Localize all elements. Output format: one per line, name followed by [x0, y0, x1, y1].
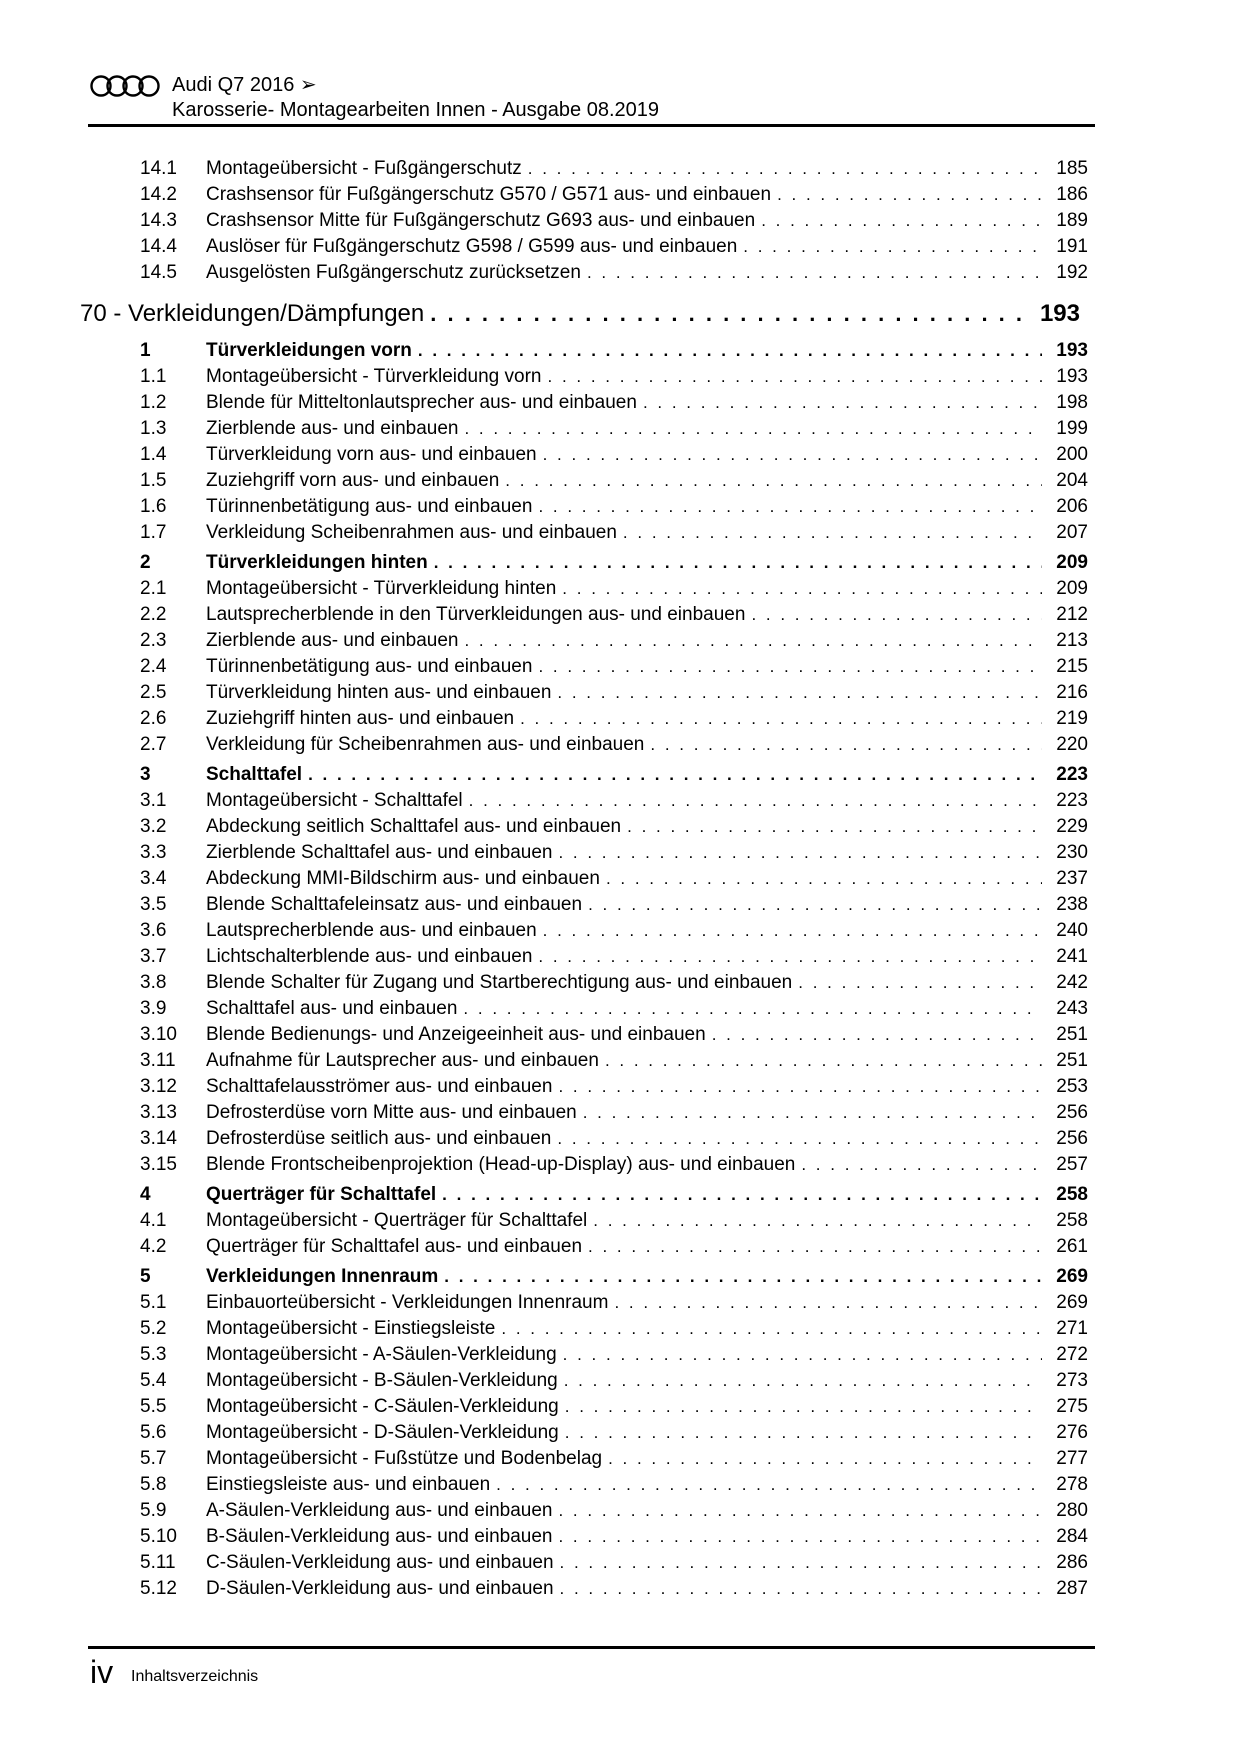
- toc-entry-number: 3.14: [140, 1128, 177, 1149]
- toc-entry-number: 1.6: [140, 496, 167, 517]
- toc-entry[interactable]: [88, 236, 1088, 260]
- dot-leader: [520, 709, 1042, 729]
- dot-leader: [558, 1077, 1042, 1097]
- toc-entry-number: 4.2: [140, 1236, 167, 1257]
- toc-entry-number: 1.7: [140, 522, 167, 543]
- audi-rings-logo-icon: [90, 74, 162, 98]
- dot-leader: [528, 159, 1042, 179]
- dot-leader: [564, 1371, 1042, 1391]
- toc-entry-title[interactable]: Zierblende aus- und einbauen: [206, 630, 459, 651]
- toc-entry[interactable]: [88, 1154, 1088, 1178]
- dot-leader: [712, 1025, 1042, 1045]
- toc-entry-page[interactable]: 192: [1056, 262, 1088, 283]
- toc-entry-title[interactable]: Zuziehgriff hinten aus- und einbauen: [206, 708, 515, 729]
- toc-entry[interactable]: [88, 1102, 1088, 1126]
- toc-entry-title[interactable]: Montageübersicht - Schalttafel: [206, 790, 463, 811]
- dot-leader: [464, 631, 1042, 651]
- toc-entry[interactable]: [88, 630, 1088, 654]
- toc-entry-page[interactable]: 193: [1056, 340, 1088, 361]
- toc-entry-number: 2.1: [140, 578, 167, 599]
- toc-entry-title[interactable]: D-Säulen-Verkleidung aus- und einbauen: [206, 1578, 554, 1599]
- toc-entry-page[interactable]: 215: [1056, 656, 1088, 677]
- toc-entry-page[interactable]: 269: [1056, 1266, 1088, 1287]
- toc-entry[interactable]: [88, 1422, 1088, 1446]
- toc-entry-page[interactable]: 238: [1056, 894, 1088, 915]
- toc-entry-page[interactable]: 186: [1056, 184, 1088, 205]
- toc-entry-page[interactable]: 209: [1056, 552, 1088, 573]
- toc-entry-title[interactable]: Montageübersicht - Türverkleidung vorn: [206, 366, 542, 387]
- header-divider: [88, 124, 1095, 127]
- toc-entry[interactable]: [88, 816, 1088, 840]
- footer-page-number: iv: [90, 1654, 114, 1690]
- toc-entry-page[interactable]: 220: [1056, 734, 1088, 755]
- toc-entry-number: 2.3: [140, 630, 167, 651]
- toc-entry-number: 2.5: [140, 682, 167, 703]
- toc-entry-title[interactable]: Montageübersicht - Einstiegsleiste: [206, 1318, 496, 1339]
- toc-entry-number: 1.1: [140, 366, 167, 387]
- toc-entry-number: 5.8: [140, 1474, 167, 1495]
- toc-entry-number: 1.2: [140, 392, 167, 413]
- toc-entry-page[interactable]: 207: [1056, 522, 1088, 543]
- toc-entry[interactable]: [88, 894, 1088, 918]
- toc-entry[interactable]: [88, 158, 1088, 182]
- toc-entry-page[interactable]: 276: [1056, 1422, 1088, 1443]
- toc-entry-page[interactable]: 277: [1056, 1448, 1088, 1469]
- dot-leader: [469, 791, 1042, 811]
- toc-entry-title[interactable]: B-Säulen-Verkleidung aus- und einbauen: [206, 1526, 553, 1547]
- toc-entry-page[interactable]: 191: [1056, 236, 1088, 257]
- toc-entry-page[interactable]: 257: [1056, 1154, 1088, 1175]
- dot-leader: [505, 471, 1042, 491]
- toc-entry-title[interactable]: Querträger für Schalttafel aus- und einbauen: [206, 1236, 583, 1257]
- dot-leader: [558, 843, 1042, 863]
- toc-entry-number: 2: [140, 552, 151, 573]
- dot-leader: [583, 1103, 1042, 1123]
- dot-leader: [627, 817, 1042, 837]
- toc-section-entry[interactable]: [88, 1184, 1088, 1208]
- toc-entry-page[interactable]: 256: [1056, 1128, 1088, 1149]
- dot-leader: [614, 1293, 1042, 1313]
- dot-leader: [643, 393, 1042, 413]
- toc-entry-number: 3.15: [140, 1154, 177, 1175]
- toc-entry-page[interactable]: 229: [1056, 816, 1088, 837]
- toc-entry-page[interactable]: 258: [1056, 1210, 1088, 1231]
- toc-entry[interactable]: [88, 790, 1088, 814]
- toc-entry[interactable]: [88, 470, 1088, 494]
- dot-leader: [623, 523, 1042, 543]
- toc-entry-page[interactable]: 193: [1056, 366, 1088, 387]
- toc-entry-title[interactable]: Abdeckung MMI-Bildschirm aus- und einbauen: [206, 868, 600, 889]
- toc-entry-title[interactable]: Montageübersicht - C-Säulen-Verkleidung: [206, 1396, 559, 1417]
- toc-entry-page[interactable]: 240: [1056, 920, 1088, 941]
- toc-entry-page[interactable]: 251: [1056, 1024, 1088, 1045]
- toc-entry-title[interactable]: Schalttafelausströmer aus- und einbauen: [206, 1076, 553, 1097]
- toc-entry-title[interactable]: Schalttafel aus- und einbauen: [206, 998, 458, 1019]
- toc-entry-number: 4: [140, 1184, 151, 1205]
- toc-entry[interactable]: [88, 1076, 1088, 1100]
- toc-entry-title[interactable]: Türinnenbetätigung aus- und einbauen: [206, 496, 533, 517]
- toc-entry-number: 1: [140, 340, 151, 361]
- toc-entry-title[interactable]: Zierblende aus- und einbauen: [206, 418, 459, 439]
- toc-entry-title[interactable]: Montageübersicht - Fußgängerschutz: [206, 158, 522, 179]
- toc-entry-page[interactable]: 243: [1056, 998, 1088, 1019]
- toc-entry-title[interactable]: Einstiegsleiste aus- und einbauen: [206, 1474, 491, 1495]
- toc-chapter-entry[interactable]: [80, 300, 1080, 330]
- toc-entry-page[interactable]: 284: [1056, 1526, 1088, 1547]
- toc-entry-number: 2.7: [140, 734, 167, 755]
- toc-entry[interactable]: [88, 262, 1088, 286]
- toc-entry[interactable]: [88, 1474, 1088, 1498]
- toc-entry[interactable]: [88, 392, 1088, 416]
- toc-entry-page[interactable]: 251: [1056, 1050, 1088, 1071]
- toc-entry[interactable]: [88, 1050, 1088, 1074]
- toc-entry-title[interactable]: Zierblende Schalttafel aus- und einbauen: [206, 842, 553, 863]
- toc-entry-page[interactable]: 219: [1056, 708, 1088, 729]
- toc-entry-title[interactable]: Defrosterdüse vorn Mitte aus- und einbauen: [206, 1102, 577, 1123]
- dot-leader: [558, 1527, 1042, 1547]
- toc-section-entry[interactable]: [88, 340, 1088, 364]
- toc-entry-page[interactable]: 275: [1056, 1396, 1088, 1417]
- toc-entry[interactable]: [88, 1292, 1088, 1316]
- toc-entry-number: 5.10: [140, 1526, 177, 1547]
- dot-leader: [442, 1185, 1042, 1205]
- dot-leader: [557, 1129, 1042, 1149]
- toc-entry-number: 1.5: [140, 470, 167, 491]
- toc-entry-title[interactable]: Montageübersicht - Türverkleidung hinten: [206, 578, 557, 599]
- toc-entry[interactable]: [88, 842, 1088, 866]
- dot-leader: [563, 1345, 1042, 1365]
- toc-entry-title[interactable]: Lautsprecherblende in den Türverkleidungen aus- und einbauen: [206, 604, 746, 625]
- toc-entry-title[interactable]: Zuziehgriff vorn aus- und einbauen: [206, 470, 500, 491]
- dot-leader: [608, 1449, 1042, 1469]
- toc-entry-page[interactable]: 261: [1056, 1236, 1088, 1257]
- toc-entry-page[interactable]: 273: [1056, 1370, 1088, 1391]
- toc-entry-page[interactable]: 209: [1056, 578, 1088, 599]
- toc-entry-title[interactable]: Abdeckung seitlich Schalttafel aus- und einbauen: [206, 816, 622, 837]
- toc-entry-number: 5.1: [140, 1292, 167, 1313]
- toc-entry[interactable]: [88, 522, 1088, 546]
- dot-leader: [565, 1397, 1042, 1417]
- toc-entry[interactable]: [88, 604, 1088, 628]
- toc-entry-title[interactable]: Türverkleidungen hinten: [206, 552, 428, 573]
- toc-entry[interactable]: [88, 1024, 1088, 1048]
- dot-leader: [761, 211, 1042, 231]
- dot-leader: [543, 921, 1042, 941]
- dot-leader: [587, 263, 1042, 283]
- toc-entry[interactable]: [88, 444, 1088, 468]
- toc-section-entry[interactable]: [88, 552, 1088, 576]
- toc-entry[interactable]: [88, 1318, 1088, 1342]
- toc-entry[interactable]: [88, 1370, 1088, 1394]
- dot-leader: [606, 869, 1042, 889]
- toc-entry[interactable]: [88, 682, 1088, 706]
- toc-entry-title[interactable]: Türverkleidungen vorn: [206, 340, 412, 361]
- toc-entry-number: 5: [140, 1266, 151, 1287]
- toc-entry-number: 3.10: [140, 1024, 177, 1045]
- toc-entry-number: 5.11: [140, 1552, 176, 1573]
- toc-entry-page[interactable]: 272: [1056, 1344, 1088, 1365]
- toc-entry-number: 5.4: [140, 1370, 167, 1391]
- header-manual-subtitle: Karosserie- Montagearbeiten Innen - Ausgabe 08.2019: [172, 99, 660, 121]
- dot-leader: [548, 367, 1043, 387]
- toc-entry-number: 1.4: [140, 444, 167, 465]
- toc-entry-title[interactable]: Türverkleidung hinten aus- und einbauen: [206, 682, 552, 703]
- toc-entry-title[interactable]: Crashsensor für Fußgängerschutz G570 / G571 aus- und einbauen: [206, 184, 772, 205]
- toc-entry-page[interactable]: 193: [1039, 300, 1080, 327]
- toc-entry-page[interactable]: 253: [1056, 1076, 1088, 1097]
- toc-entry-title[interactable]: Lautsprecherblende aus- und einbauen: [206, 920, 537, 941]
- toc-entry[interactable]: [88, 1344, 1088, 1368]
- toc-entry-title[interactable]: Türinnenbetätigung aus- und einbauen: [206, 656, 533, 677]
- toc-entry[interactable]: [88, 496, 1088, 520]
- dot-leader: [444, 1267, 1042, 1287]
- toc-section-entry[interactable]: [88, 1266, 1088, 1290]
- dot-leader: [557, 683, 1042, 703]
- toc-entry-page[interactable]: 199: [1056, 418, 1088, 439]
- toc-entry[interactable]: [88, 418, 1088, 442]
- toc-entry-page[interactable]: 237: [1056, 868, 1088, 889]
- dot-leader: [605, 1051, 1042, 1071]
- toc-entry-title[interactable]: Blende für Mitteltonlautsprecher aus- und einbauen: [206, 392, 637, 413]
- toc-entry[interactable]: [88, 946, 1088, 970]
- toc-entry-number: 14.2: [140, 184, 177, 205]
- toc-entry-title[interactable]: Türverkleidung vorn aus- und einbauen: [206, 444, 537, 465]
- dot-leader: [777, 185, 1042, 205]
- toc-entry-number: 3.6: [140, 920, 167, 941]
- toc-entry-number: 3.4: [140, 868, 167, 889]
- dot-leader: [496, 1475, 1042, 1495]
- toc-entry[interactable]: [88, 1578, 1088, 1602]
- toc-entry-number: 5.3: [140, 1344, 167, 1365]
- toc-entry-title[interactable]: Blende Schalter für Zugang und Startberechtigung aus- und einbauen: [206, 972, 793, 993]
- toc-entry-title[interactable]: Aufnahme für Lautsprecher aus- und einbauen: [206, 1050, 599, 1071]
- toc-entry-page[interactable]: 256: [1056, 1102, 1088, 1123]
- toc-entry-number: 3.9: [140, 998, 167, 1019]
- toc-entry-number: 2.6: [140, 708, 167, 729]
- dot-leader: [560, 1579, 1042, 1599]
- toc-entry-title[interactable]: Schalttafel: [206, 764, 303, 785]
- dot-leader: [543, 445, 1042, 465]
- footer-section-label: Inhaltsverzeichnis: [131, 1668, 259, 1685]
- toc-entry-page[interactable]: 241: [1056, 946, 1088, 967]
- dot-leader: [418, 341, 1042, 361]
- toc-entry-title[interactable]: Defrosterdüse seitlich aus- und einbauen: [206, 1128, 552, 1149]
- toc-entry[interactable]: [88, 1236, 1088, 1260]
- toc-entry-title[interactable]: Einbauorteübersicht - Verkleidungen Innenraum: [206, 1292, 609, 1313]
- dot-leader: [308, 765, 1042, 785]
- toc-entry-page[interactable]: 271: [1056, 1318, 1088, 1339]
- toc-entry-title[interactable]: Blende Schalttafeleinsatz aus- und einbauen: [206, 894, 583, 915]
- toc-entry-page[interactable]: 269: [1056, 1292, 1088, 1313]
- toc-entry-title[interactable]: Blende Bedienungs- und Anzeigeeinheit aus- und einbauen: [206, 1024, 706, 1045]
- toc-entry-number: 3.13: [140, 1102, 177, 1123]
- toc-entry[interactable]: [88, 998, 1088, 1022]
- toc-entry-page[interactable]: 204: [1056, 470, 1088, 491]
- toc-entry-page[interactable]: 185: [1056, 158, 1088, 179]
- toc-entry[interactable]: [88, 1448, 1088, 1472]
- dot-leader: [560, 1553, 1042, 1573]
- dot-leader: [538, 947, 1042, 967]
- toc-entry-number: 5.5: [140, 1396, 167, 1417]
- toc-entry-page[interactable]: 286: [1056, 1552, 1088, 1573]
- toc-entry[interactable]: [88, 920, 1088, 944]
- toc-entry-page[interactable]: 258: [1056, 1184, 1088, 1205]
- dot-leader: [798, 973, 1042, 993]
- toc-entry[interactable]: [88, 708, 1088, 732]
- toc-entry[interactable]: [88, 210, 1088, 234]
- toc-entry-number: 3.11: [140, 1050, 176, 1071]
- toc-entry-title[interactable]: Montageübersicht - Querträger für Schalttafel: [206, 1210, 588, 1231]
- toc-entry-number: 4.1: [140, 1210, 167, 1231]
- toc-entry-title[interactable]: 70 - Verkleidungen/Dämpfungen: [80, 300, 425, 327]
- toc-entry-title[interactable]: Montageübersicht - B-Säulen-Verkleidung: [206, 1370, 558, 1391]
- toc-entry-title[interactable]: Montageübersicht - D-Säulen-Verkleidung: [206, 1422, 559, 1443]
- toc-entry-title[interactable]: Lichtschalterblende aus- und einbauen: [206, 946, 533, 967]
- toc-entry-title[interactable]: Querträger für Schalttafel: [206, 1184, 437, 1205]
- toc-entry-number: 3.2: [140, 816, 167, 837]
- dot-leader: [588, 895, 1042, 915]
- toc-entry-page[interactable]: 280: [1056, 1500, 1088, 1521]
- toc-entry-page[interactable]: 223: [1056, 790, 1088, 811]
- dot-leader: [801, 1155, 1042, 1175]
- header-model-title: Audi Q7 2016 ➢: [172, 74, 317, 96]
- toc-entry[interactable]: [88, 1128, 1088, 1152]
- toc-entry-page[interactable]: 230: [1056, 842, 1088, 863]
- dot-leader: [593, 1211, 1042, 1231]
- toc-entry-number: 14.3: [140, 210, 177, 231]
- dot-leader: [751, 605, 1042, 625]
- toc-entry[interactable]: [88, 972, 1088, 996]
- dot-leader: [562, 579, 1042, 599]
- toc-entry-number: 14.4: [140, 236, 177, 257]
- dot-leader: [430, 301, 1030, 327]
- dot-leader: [501, 1319, 1042, 1339]
- toc-entry-title[interactable]: A-Säulen-Verkleidung aus- und einbauen: [206, 1500, 553, 1521]
- toc-entry[interactable]: [88, 1396, 1088, 1420]
- toc-entry[interactable]: [88, 366, 1088, 390]
- toc-entry-title[interactable]: Verkleidung Scheibenrahmen aus- und einbauen: [206, 522, 617, 543]
- toc-entry-number: 3.1: [140, 790, 167, 811]
- toc-entry-page[interactable]: 223: [1056, 764, 1088, 785]
- toc-entry-number: 3: [140, 764, 151, 785]
- toc-entry-number: 2.2: [140, 604, 167, 625]
- dot-leader: [464, 419, 1042, 439]
- toc-entry-title[interactable]: Auslöser für Fußgängerschutz G598 / G599 aus- und einbauen: [206, 236, 738, 257]
- toc-entry[interactable]: [88, 1210, 1088, 1234]
- toc-entry[interactable]: [88, 1500, 1088, 1524]
- toc-entry[interactable]: [88, 1552, 1088, 1576]
- toc-entry-number: 5.12: [140, 1578, 177, 1599]
- toc-entry-title[interactable]: C-Säulen-Verkleidung aus- und einbauen: [206, 1552, 554, 1573]
- toc-entry-number: 14.5: [140, 262, 177, 283]
- toc-entry-page[interactable]: 213: [1056, 630, 1088, 651]
- toc-entry-number: 5.2: [140, 1318, 167, 1339]
- toc-entry-page[interactable]: 278: [1056, 1474, 1088, 1495]
- toc-entry-number: 3.7: [140, 946, 167, 967]
- dot-leader: [565, 1423, 1042, 1443]
- toc-entry-page[interactable]: 242: [1056, 972, 1088, 993]
- toc-entry[interactable]: [88, 656, 1088, 680]
- dot-leader: [463, 999, 1042, 1019]
- footer-divider: [88, 1646, 1095, 1649]
- dot-leader: [558, 1501, 1042, 1521]
- toc-entry-page[interactable]: 206: [1056, 496, 1088, 517]
- toc-entry-number: 14.1: [140, 158, 177, 179]
- toc-entry-number: 2.4: [140, 656, 167, 677]
- toc-entry[interactable]: [88, 1526, 1088, 1550]
- toc-entry-title[interactable]: Verkleidungen Innenraum: [206, 1266, 439, 1287]
- toc-entry-page[interactable]: 212: [1056, 604, 1088, 625]
- dot-leader: [434, 553, 1042, 573]
- toc-entry[interactable]: [88, 578, 1088, 602]
- toc-section-entry[interactable]: [88, 764, 1088, 788]
- toc-entry-title[interactable]: Montageübersicht - A-Säulen-Verkleidung: [206, 1344, 557, 1365]
- toc-entry-number: 3.8: [140, 972, 167, 993]
- dot-leader: [743, 237, 1042, 257]
- toc-entry-page[interactable]: 287: [1056, 1578, 1088, 1599]
- toc-entry-number: 1.3: [140, 418, 167, 439]
- toc-entry-title[interactable]: Ausgelösten Fußgängerschutz zurücksetzen: [206, 262, 581, 283]
- toc-entry-page[interactable]: 198: [1056, 392, 1088, 413]
- dot-leader: [650, 735, 1042, 755]
- toc-entry[interactable]: [88, 868, 1088, 892]
- toc-entry[interactable]: [88, 734, 1088, 758]
- toc-entry-page[interactable]: 189: [1056, 210, 1088, 231]
- toc-entry-number: 5.6: [140, 1422, 167, 1443]
- toc-entry-page[interactable]: 216: [1056, 682, 1088, 703]
- toc-entry-number: 3.5: [140, 894, 167, 915]
- toc-entry-number: 3.12: [140, 1076, 177, 1097]
- toc-entry-title[interactable]: Blende Frontscheibenprojektion (Head-up-Display) aus- und einbauen: [206, 1154, 796, 1175]
- toc-entry-title[interactable]: Verkleidung für Scheibenrahmen aus- und einbauen: [206, 734, 645, 755]
- toc-entry-title[interactable]: Crashsensor Mitte für Fußgängerschutz G693 aus- und einbauen: [206, 210, 756, 231]
- toc-entry-number: 5.9: [140, 1500, 167, 1521]
- toc-entry-title[interactable]: Montageübersicht - Fußstütze und Bodenbelag: [206, 1448, 603, 1469]
- dot-leader: [538, 497, 1042, 517]
- toc-entry[interactable]: [88, 184, 1088, 208]
- toc-entry-number: 5.7: [140, 1448, 167, 1469]
- dot-leader: [538, 657, 1042, 677]
- dot-leader: [588, 1237, 1042, 1257]
- toc-entry-number: 3.3: [140, 842, 167, 863]
- toc-entry-page[interactable]: 200: [1056, 444, 1088, 465]
